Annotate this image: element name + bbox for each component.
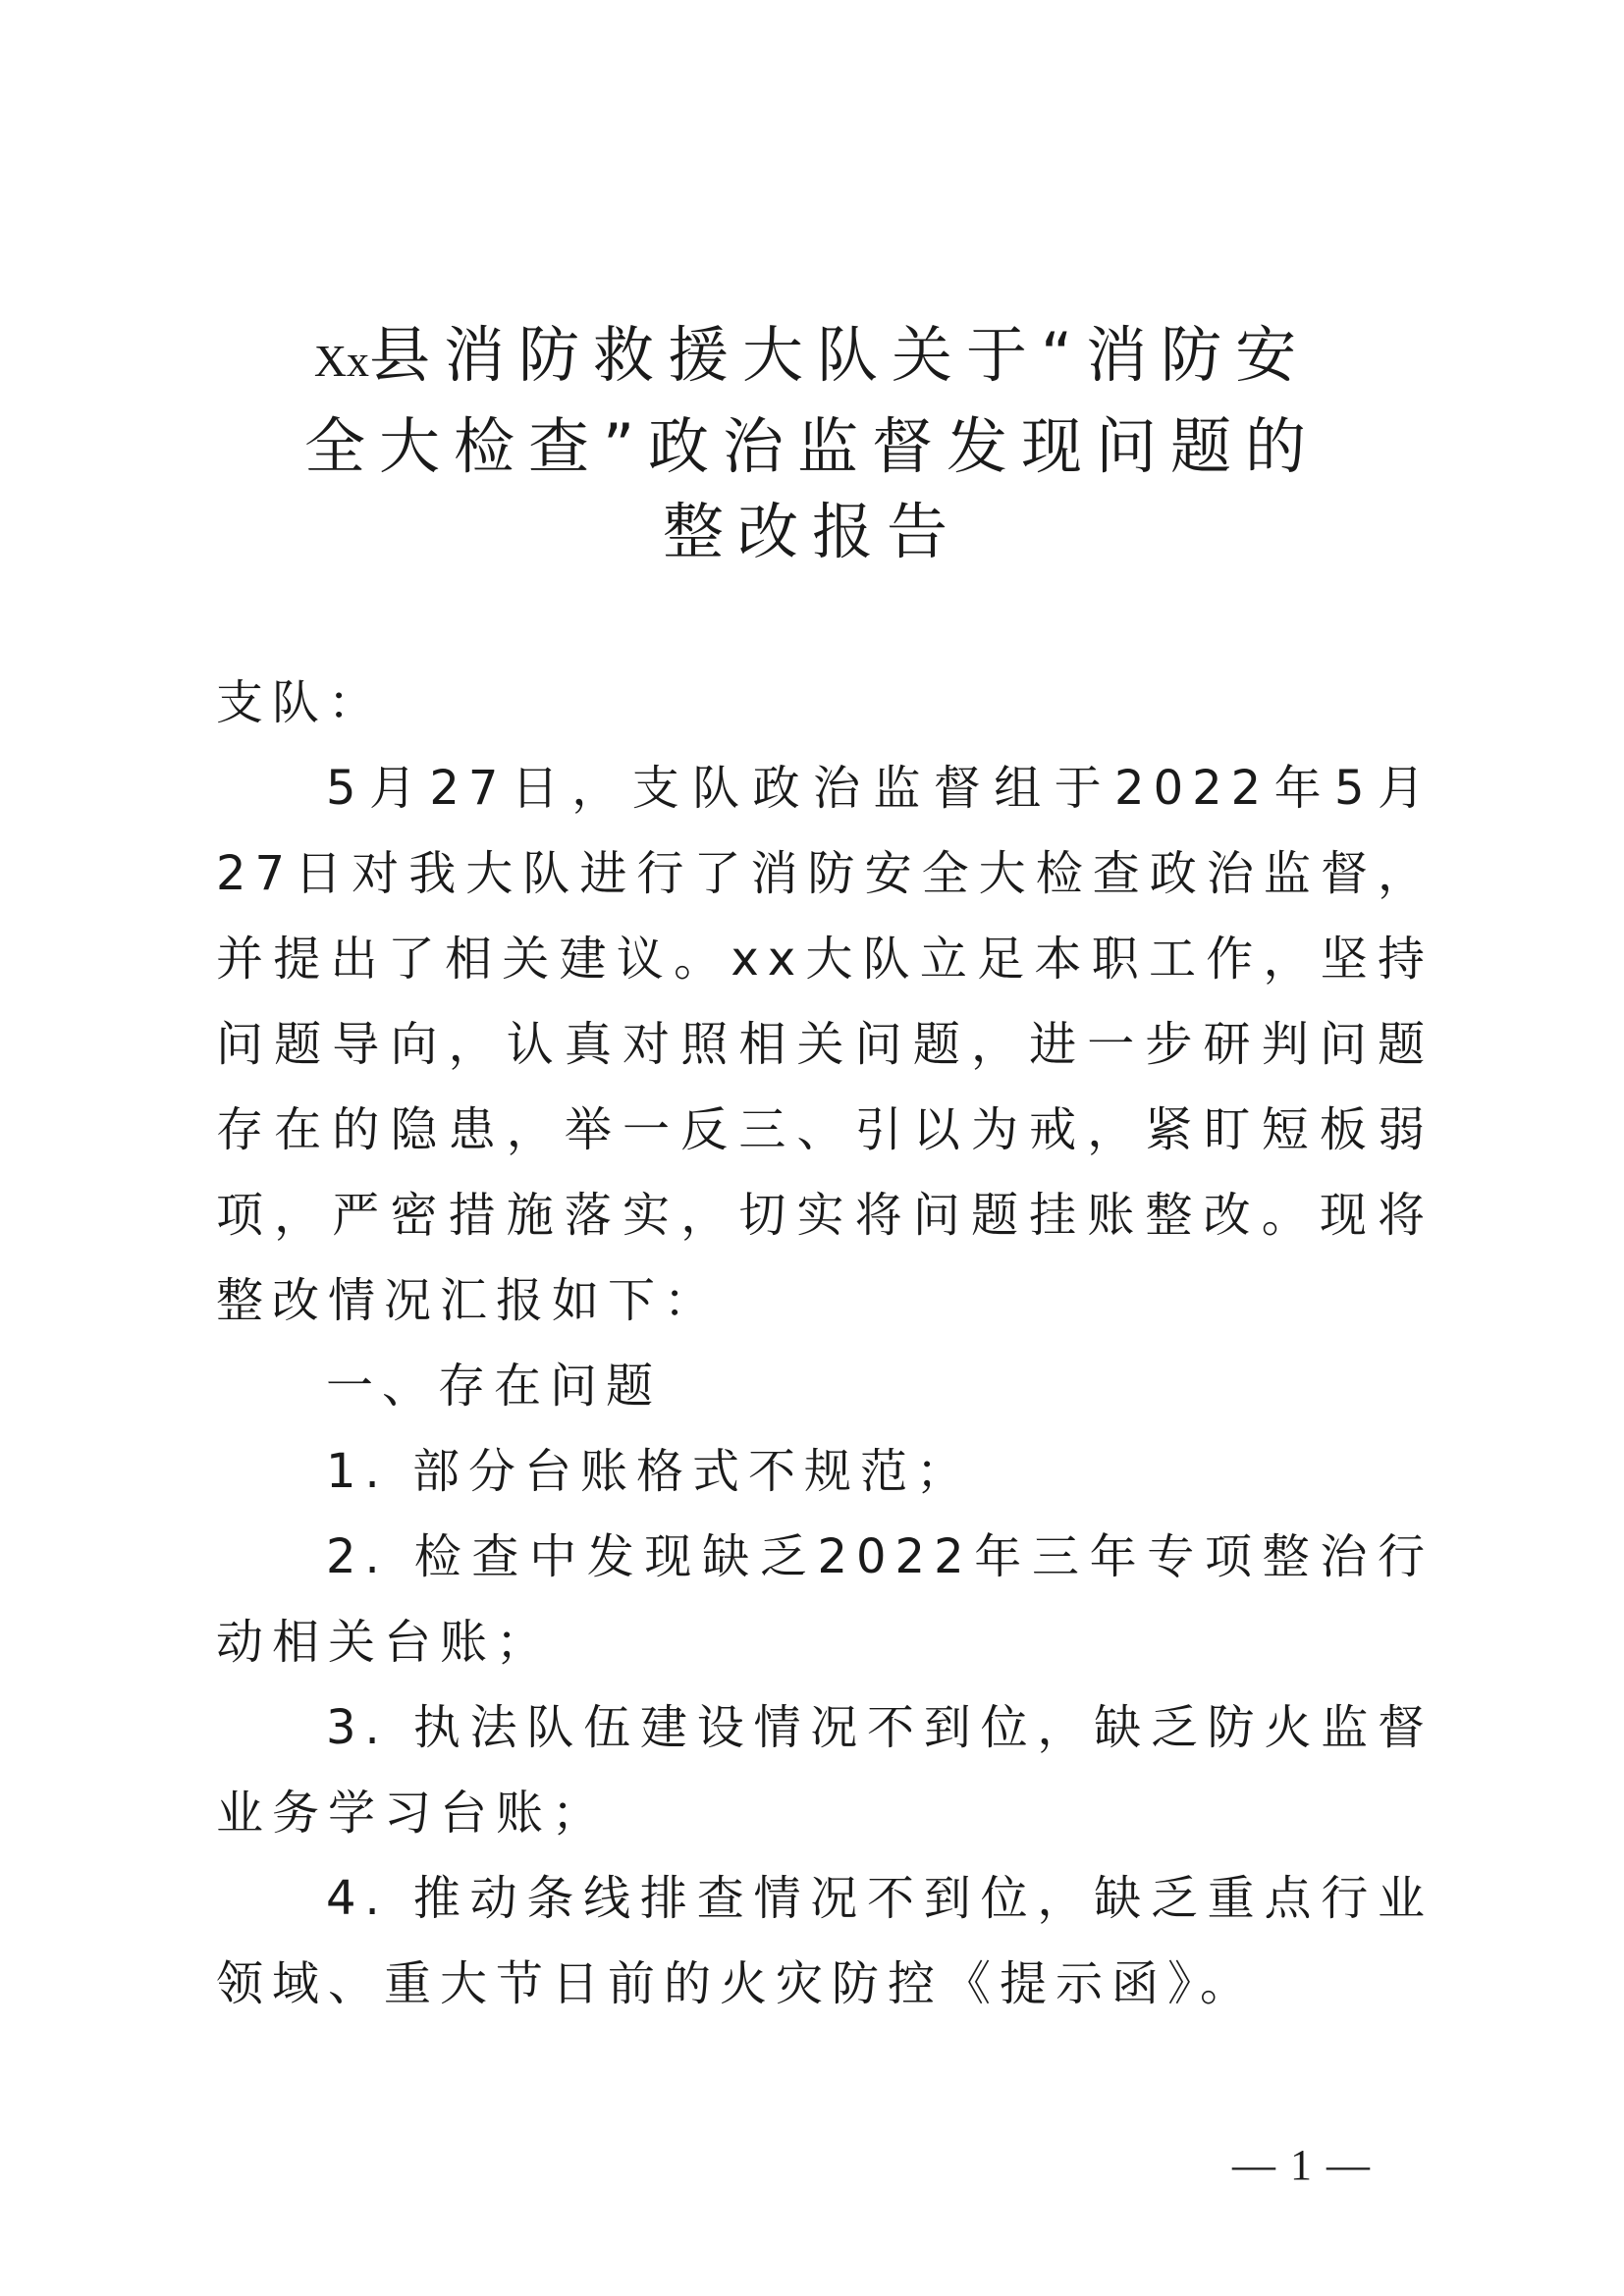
problem-item-4: 4. 推动条线排查情况不到位，缺乏重点行业领域、重大节日前的火灾防控《提示函》。 (216, 1871, 1434, 2011)
title-line-3: 整改报告 (662, 496, 961, 567)
salutation: 支队： (216, 675, 385, 730)
title-line-1 (196, 312, 1428, 403)
intro-paragraph: 5月27日，支队政治监督组于2022年5月27日对我大队进行了消防安全大检查政治监督，并提出了相关建议。xx大队立足本职工作，坚持问题导向，认真对照相关问题，进一步研判问题存在的隐患，举一反三、引以为戒，紧盯短板弱项，严密措施落实，切实将问题挂账整改。现将整改情况汇报如下： (216, 761, 1434, 1328)
document-title (196, 312, 1428, 574)
title-line-1-text: 县消防救援大队关于“消防安 (369, 319, 1311, 391)
title-line-2: 全大检查”政治监督发现问题的 (303, 410, 1321, 482)
page-number: — 1 — (1232, 2141, 1372, 2189)
document-body (216, 661, 1434, 2027)
problem-item-3: 3. 执法队伍建设情况不到位，缺乏防火监督业务学习台账； (216, 1700, 1434, 1841)
section-heading-problems: 一、存在问题 (326, 1359, 663, 1414)
problem-item-2: 2. 检查中发现缺乏2022年三年专项整治行动相关台账； (216, 1529, 1434, 1670)
problem-item-1: 1. 部分台账格式不规范； (326, 1444, 973, 1499)
title-prefix: Xx (313, 336, 370, 386)
